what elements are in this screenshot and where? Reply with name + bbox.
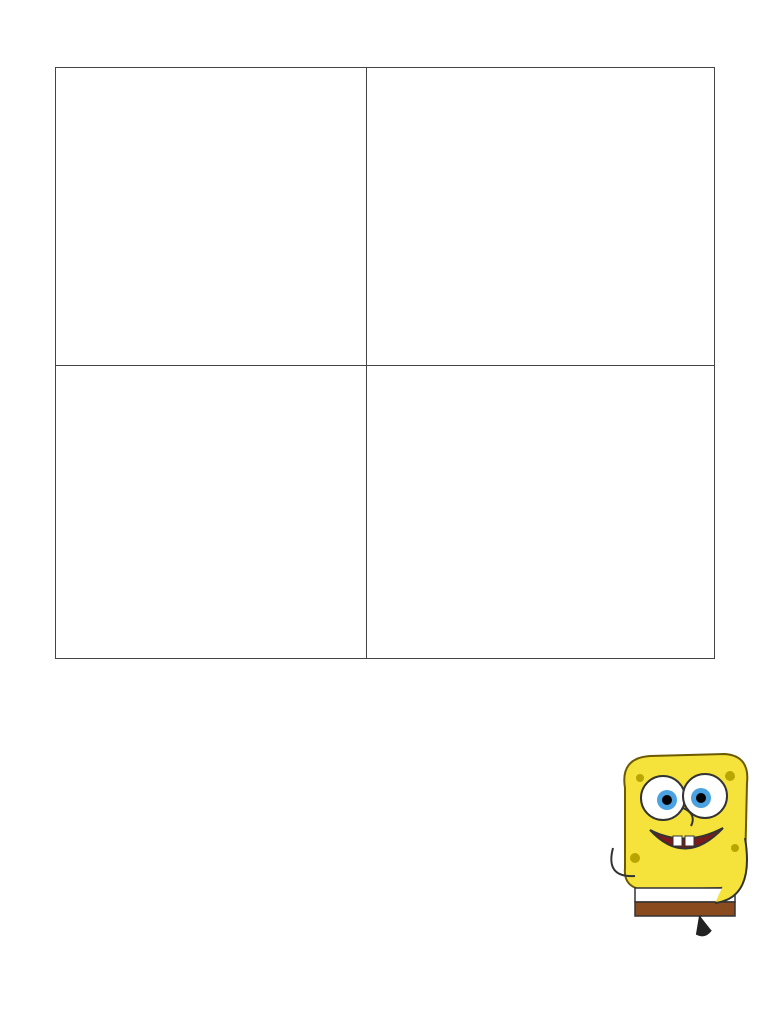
exercise-box-top-right (367, 68, 714, 366)
star-border-top (0, 8, 768, 26)
spongebob-illustration (605, 748, 755, 938)
exercise-grid (55, 67, 715, 659)
star-border-bottom (0, 982, 768, 1000)
exercise-box-top-left (56, 68, 367, 366)
exercise-box-bottom-right (367, 366, 714, 658)
exercise-box-bottom-left (56, 366, 367, 658)
star-border-left (31, 0, 49, 1000)
